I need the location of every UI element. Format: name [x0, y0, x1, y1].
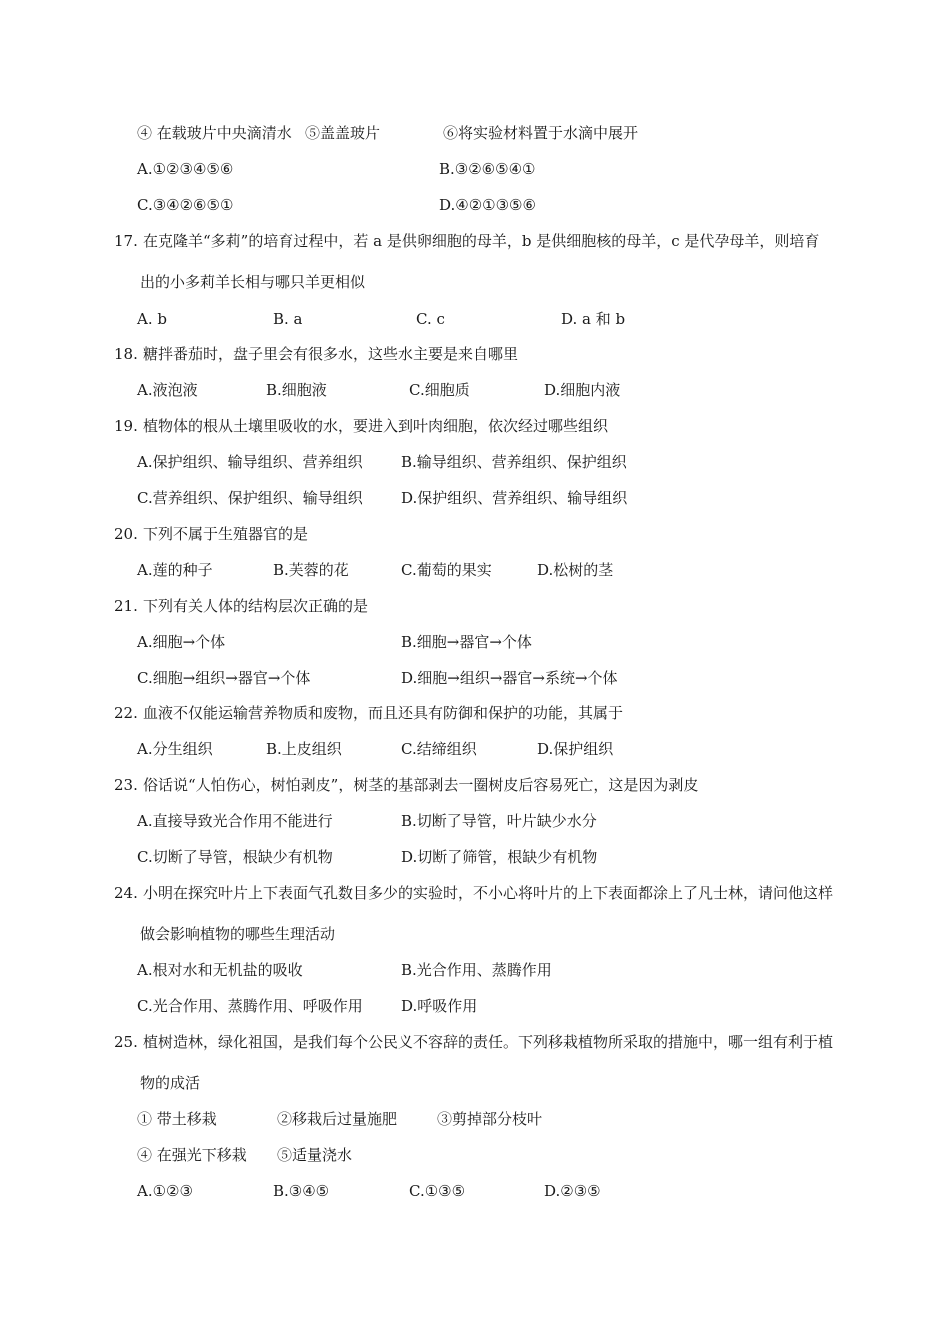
q18-options-row [0, 380, 950, 400]
q22-stem-line [0, 703, 950, 723]
q16-option-b[interactable]: B.③②⑥⑤④① [439, 160, 536, 178]
q24-option-b[interactable]: B.光合作用、蒸腾作用 [401, 961, 552, 979]
q16-step-6: ⑥将实验材料置于水滴中展开 [443, 124, 639, 142]
q24-option-a[interactable]: A.根对水和无机盐的吸收 [137, 961, 303, 979]
q19-option-d[interactable]: D.保护组织、营养组织、输导组织 [401, 489, 628, 507]
q23-stem-line [0, 775, 950, 795]
q25-options-row [0, 1181, 950, 1201]
q21-options-row-2 [0, 668, 950, 688]
q23-option-c[interactable]: C.切断了导管，根缺少有机物 [137, 848, 333, 866]
q18-stem-line [0, 344, 950, 364]
q25-step-5: ⑤适量浇水 [277, 1146, 353, 1164]
q19-option-b[interactable]: B.输导组织、营养组织、保护组织 [401, 453, 627, 471]
q20-number: 20. [114, 525, 138, 543]
q20-options-row [0, 560, 950, 580]
q24-stem-line [0, 883, 950, 903]
q17-stem: 在克隆羊“多莉”的培育过程中，若 a 是供卵细胞的母羊，b 是供细胞核的母羊，c 是代孕母羊，则培育 [143, 232, 820, 250]
q17-stem-line [0, 231, 950, 251]
q21-option-a[interactable]: A.细胞→个体 [137, 633, 226, 651]
q25-stem-line [0, 1032, 950, 1052]
q25-step-1: ① 带土移栽 [137, 1110, 217, 1128]
q22-stem: 血液不仅能运输营养物质和废物，而且还具有防御和保护的功能，其属于 [143, 704, 624, 722]
q20-option-b[interactable]: B.芙蓉的花 [273, 561, 349, 579]
q25-steps-row-1 [0, 1109, 950, 1129]
q21-option-c[interactable]: C.细胞→组织→器官→个体 [137, 669, 311, 687]
q23-option-a[interactable]: A.直接导致光合作用不能进行 [137, 812, 333, 830]
q16-options-row-2 [0, 195, 950, 215]
q21-number: 21. [114, 597, 138, 615]
q22-number: 22. [114, 704, 138, 722]
q18-option-b[interactable]: B.细胞液 [266, 381, 327, 399]
q21-stem-line [0, 596, 950, 616]
q25-option-b[interactable]: B.③④⑤ [273, 1182, 330, 1200]
q16-step-4: ④ 在载玻片中央滴清水 [137, 124, 292, 142]
q17-option-c[interactable]: C. c [416, 310, 445, 328]
q17-option-d[interactable]: D. a 和 b [561, 310, 626, 328]
q19-options-row-1 [0, 452, 950, 472]
q22-option-c[interactable]: C.结缔组织 [401, 740, 477, 758]
q17-number: 17. [114, 232, 138, 250]
q25-step-4: ④ 在强光下移栽 [137, 1146, 247, 1164]
q17-stem-cont-line [0, 272, 950, 292]
q20-option-c[interactable]: C.葡萄的果实 [401, 561, 492, 579]
q19-options-row-2 [0, 488, 950, 508]
q20-stem-line [0, 524, 950, 544]
q24-option-d[interactable]: D.呼吸作用 [401, 997, 478, 1015]
q21-options-row-1 [0, 632, 950, 652]
q23-number: 23. [114, 776, 138, 794]
q25-option-a[interactable]: A.①②③ [137, 1182, 193, 1200]
q22-option-a[interactable]: A.分生组织 [137, 740, 213, 758]
q25-steps-row-2 [0, 1145, 950, 1165]
q16-option-d[interactable]: D.④②①③⑤⑥ [439, 196, 536, 214]
q16-steps-row [0, 123, 950, 143]
q23-option-b[interactable]: B.切断了导管，叶片缺少水分 [401, 812, 597, 830]
q16-options-row-1 [0, 159, 950, 179]
q23-options-row-1 [0, 811, 950, 831]
q19-stem-line [0, 416, 950, 436]
q24-options-row-1 [0, 960, 950, 980]
q19-stem: 植物体的根从土壤里吸收的水，要进入到叶肉细胞，依次经过哪些组织 [143, 417, 609, 435]
q17-options-row [0, 309, 950, 329]
q17-option-b[interactable]: B. a [273, 310, 303, 328]
q22-options-row [0, 739, 950, 759]
q18-option-d[interactable]: D.细胞内液 [544, 381, 621, 399]
q25-step-3: ③剪掉部分枝叶 [437, 1110, 543, 1128]
q25-option-c[interactable]: C.①③⑤ [409, 1182, 466, 1200]
q25-stem-cont: 物的成活 [140, 1074, 201, 1092]
q23-option-d[interactable]: D.切断了筛管，根缺少有机物 [401, 848, 598, 866]
q25-option-d[interactable]: D.②③⑤ [544, 1182, 601, 1200]
q25-stem: 植树造林，绿化祖国，是我们每个公民义不容辞的责任。下列移栽植物所采取的措施中，哪一组有利于植 [143, 1033, 834, 1051]
q22-option-b[interactable]: B.上皮组织 [266, 740, 342, 758]
q20-option-a[interactable]: A.莲的种子 [137, 561, 213, 579]
q25-number: 25. [114, 1033, 138, 1051]
q21-option-d[interactable]: D.细胞→组织→器官→系统→个体 [401, 669, 618, 687]
q16-step-5: ⑤盖盖玻片 [305, 124, 381, 142]
q16-option-c[interactable]: C.③④②⑥⑤① [137, 196, 234, 214]
q19-number: 19. [114, 417, 138, 435]
q23-stem: 俗话说“人怕伤心，树怕剥皮”，树茎的基部剥去一圈树皮后容易死亡，这是因为剥皮 [143, 776, 699, 794]
q24-stem-cont: 做会影响植物的哪些生理活动 [140, 925, 336, 943]
q24-stem: 小明在探究叶片上下表面气孔数目多少的实验时，不小心将叶片的上下表面都涂上了凡士林，请问他这样 [143, 884, 834, 902]
q18-number: 18. [114, 345, 138, 363]
q18-option-c[interactable]: C.细胞质 [409, 381, 470, 399]
q17-option-a[interactable]: A. b [137, 310, 167, 328]
q24-option-c[interactable]: C.光合作用、蒸腾作用、呼吸作用 [137, 997, 363, 1015]
q23-options-row-2 [0, 847, 950, 867]
q18-option-a[interactable]: A.液泡液 [137, 381, 198, 399]
q20-stem: 下列不属于生殖器官的是 [143, 525, 309, 543]
q25-step-2: ②移栽后过量施肥 [277, 1110, 398, 1128]
q21-option-b[interactable]: B.细胞→器官→个体 [401, 633, 532, 651]
q19-option-a[interactable]: A.保护组织、输导组织、营养组织 [137, 453, 363, 471]
q22-option-d[interactable]: D.保护组织 [537, 740, 614, 758]
q24-stem-cont-line [0, 924, 950, 944]
q19-option-c[interactable]: C.营养组织、保护组织、输导组织 [137, 489, 363, 507]
q20-option-d[interactable]: D.松树的茎 [537, 561, 614, 579]
q24-number: 24. [114, 884, 138, 902]
q16-option-a[interactable]: A.①②③④⑤⑥ [137, 160, 234, 178]
q21-stem: 下列有关人体的结构层次正确的是 [143, 597, 369, 615]
q25-stem-cont-line [0, 1073, 950, 1093]
q17-stem-cont: 出的小多莉羊长相与哪只羊更相似 [140, 273, 366, 291]
q24-options-row-2 [0, 996, 950, 1016]
q18-stem: 糖拌番茄时，盘子里会有很多水，这些水主要是来自哪里 [143, 345, 519, 363]
